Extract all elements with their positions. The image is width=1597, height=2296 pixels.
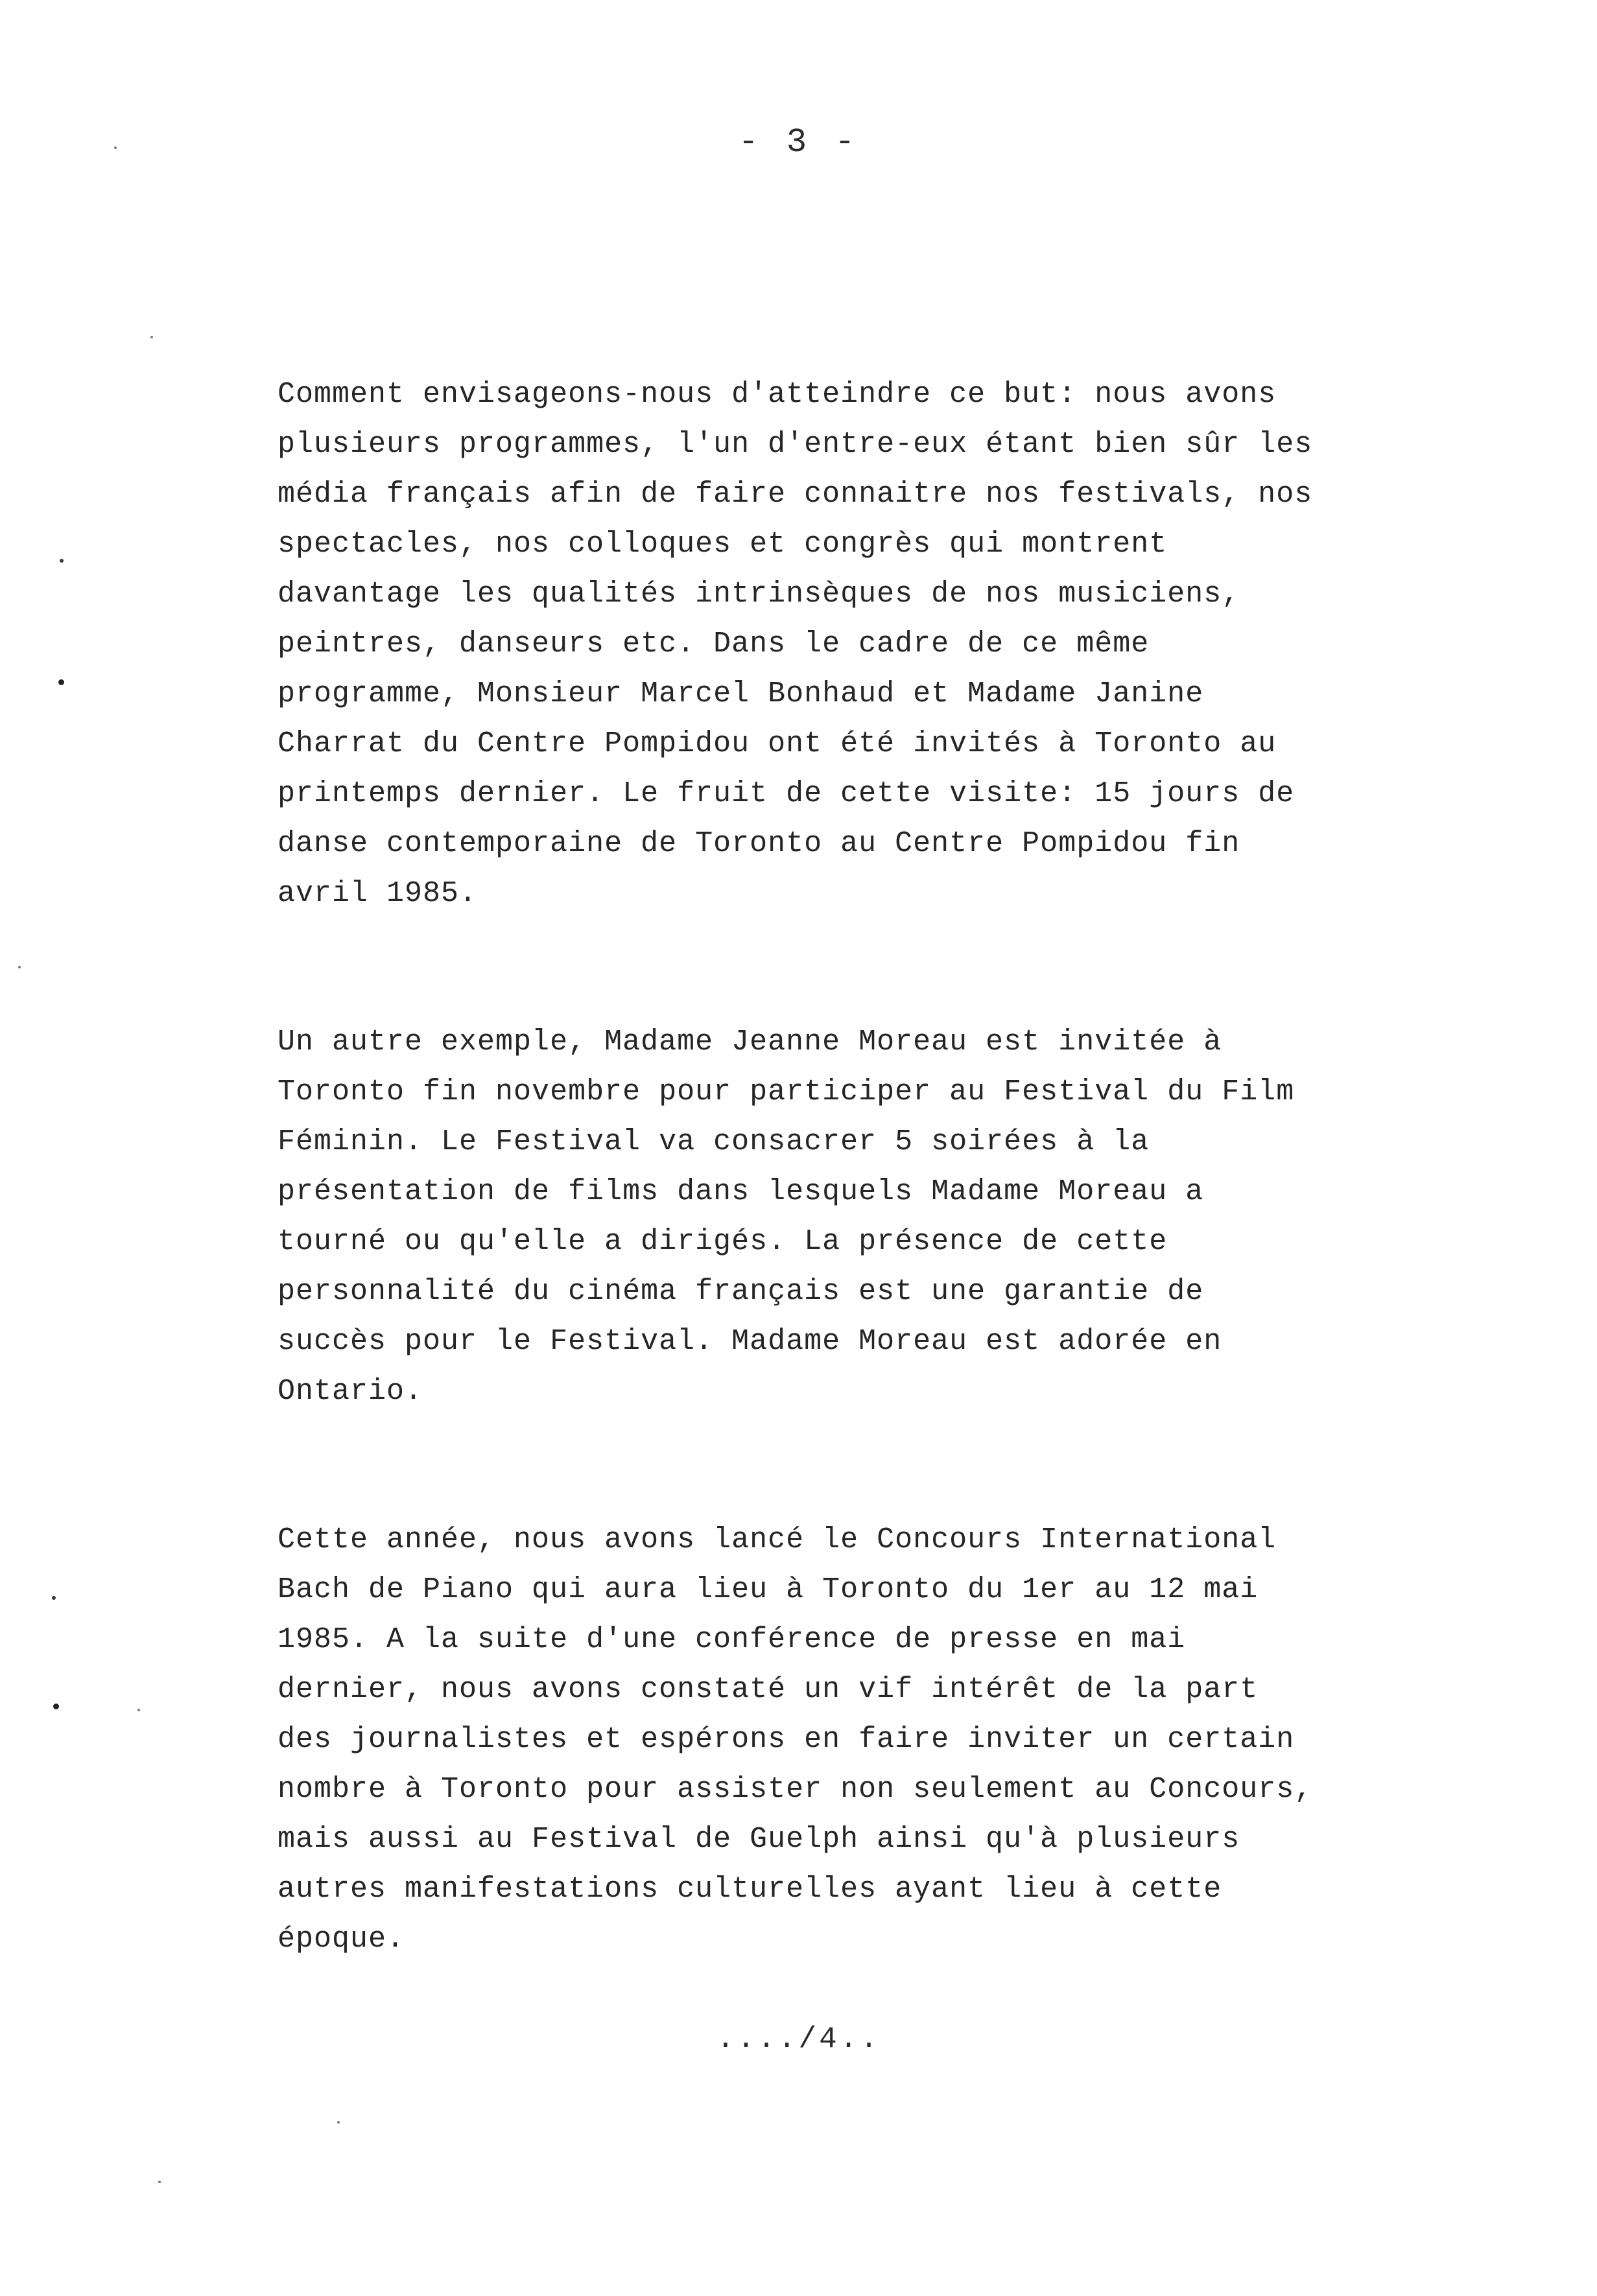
text-line: spectacles, nos colloques et congrès qui montrent [278, 528, 1168, 561]
text-line: Comment envisageons-nous d'atteindre ce but: nous avons [278, 378, 1277, 411]
text-line: Féminin. Le Festival va consacrer 5 soirées à la [278, 1125, 1150, 1158]
text-line: autres manifestations culturelles ayant lieu à cette [278, 1873, 1222, 1906]
scan-speck [60, 559, 64, 563]
text-line: époque. [278, 1923, 405, 1956]
text-line: personnalité du cinéma français est une garantie de [278, 1275, 1204, 1308]
text-line: 1985. A la suite d'une conférence de presse en mai [278, 1623, 1186, 1656]
text-line: Bach de Piano qui aura lieu à Toronto du 1er au 12 mai [278, 1573, 1259, 1606]
scan-speck [114, 146, 117, 149]
scan-speck [53, 1704, 59, 1709]
text-line: peintres, danseurs etc. Dans le cadre de ce même [278, 627, 1150, 661]
text-line: davantage les qualités intrinsèques de nos musiciens, [278, 578, 1240, 611]
scan-speck [158, 2181, 161, 2183]
text-line: avril 1985. [278, 877, 478, 910]
text-line: présentation de films dans lesquels Madame Moreau a [278, 1175, 1204, 1208]
text-line: tourné ou qu'elle a dirigés. La présence de cette [278, 1225, 1168, 1258]
text-line: plusieurs programmes, l'un d'entre-eux étant bien sûr les [278, 428, 1313, 461]
text-line: Charrat du Centre Pompidou ont été invités à Toronto au [278, 727, 1277, 760]
scan-speck [337, 2121, 340, 2124]
text-line: succès pour le Festival. Madame Moreau est adorée en [278, 1325, 1222, 1358]
text-line: printemps dernier. Le fruit de cette visite: 15 jours de [278, 777, 1295, 810]
scan-speck [18, 966, 21, 968]
text-line: média français afin de faire connaitre nos festivals, nos [278, 478, 1313, 511]
text-line: dernier, nous avons constaté un vif intérêt de la part [278, 1673, 1259, 1706]
scan-speck [52, 1596, 56, 1600]
scan-speck [137, 1709, 140, 1711]
text-line: Toronto fin novembre pour participer au Festival du Film [278, 1075, 1295, 1108]
text-line: nombre à Toronto pour assister non seulement au Concours, [278, 1773, 1313, 1806]
text-line: des journalistes et espérons en faire inviter un certain [278, 1723, 1295, 1756]
text-line: Ontario. [278, 1375, 423, 1408]
paragraph-2 [278, 1017, 1406, 1416]
text-line: Cette année, nous avons lancé le Concours International [278, 1523, 1277, 1556]
page-number: - 3 - [738, 123, 859, 161]
text-line: programme, Monsieur Marcel Bonhaud et Madame Janine [278, 677, 1204, 710]
paragraph-1 [278, 369, 1406, 919]
paragraph-3 [278, 1515, 1406, 1964]
text-line: danse contemporaine de Toronto au Centre Pompidou fin [278, 827, 1240, 860]
scan-speck [58, 679, 64, 685]
text-line: Un autre exemple, Madame Jeanne Moreau est invitée à [278, 1025, 1222, 1059]
continuation-marker: ..../4.. [716, 2022, 881, 2056]
scan-speck [150, 336, 153, 338]
body-text [278, 369, 1406, 2063]
text-line: mais aussi au Festival de Guelph ainsi qu'à plusieurs [278, 1823, 1240, 1856]
